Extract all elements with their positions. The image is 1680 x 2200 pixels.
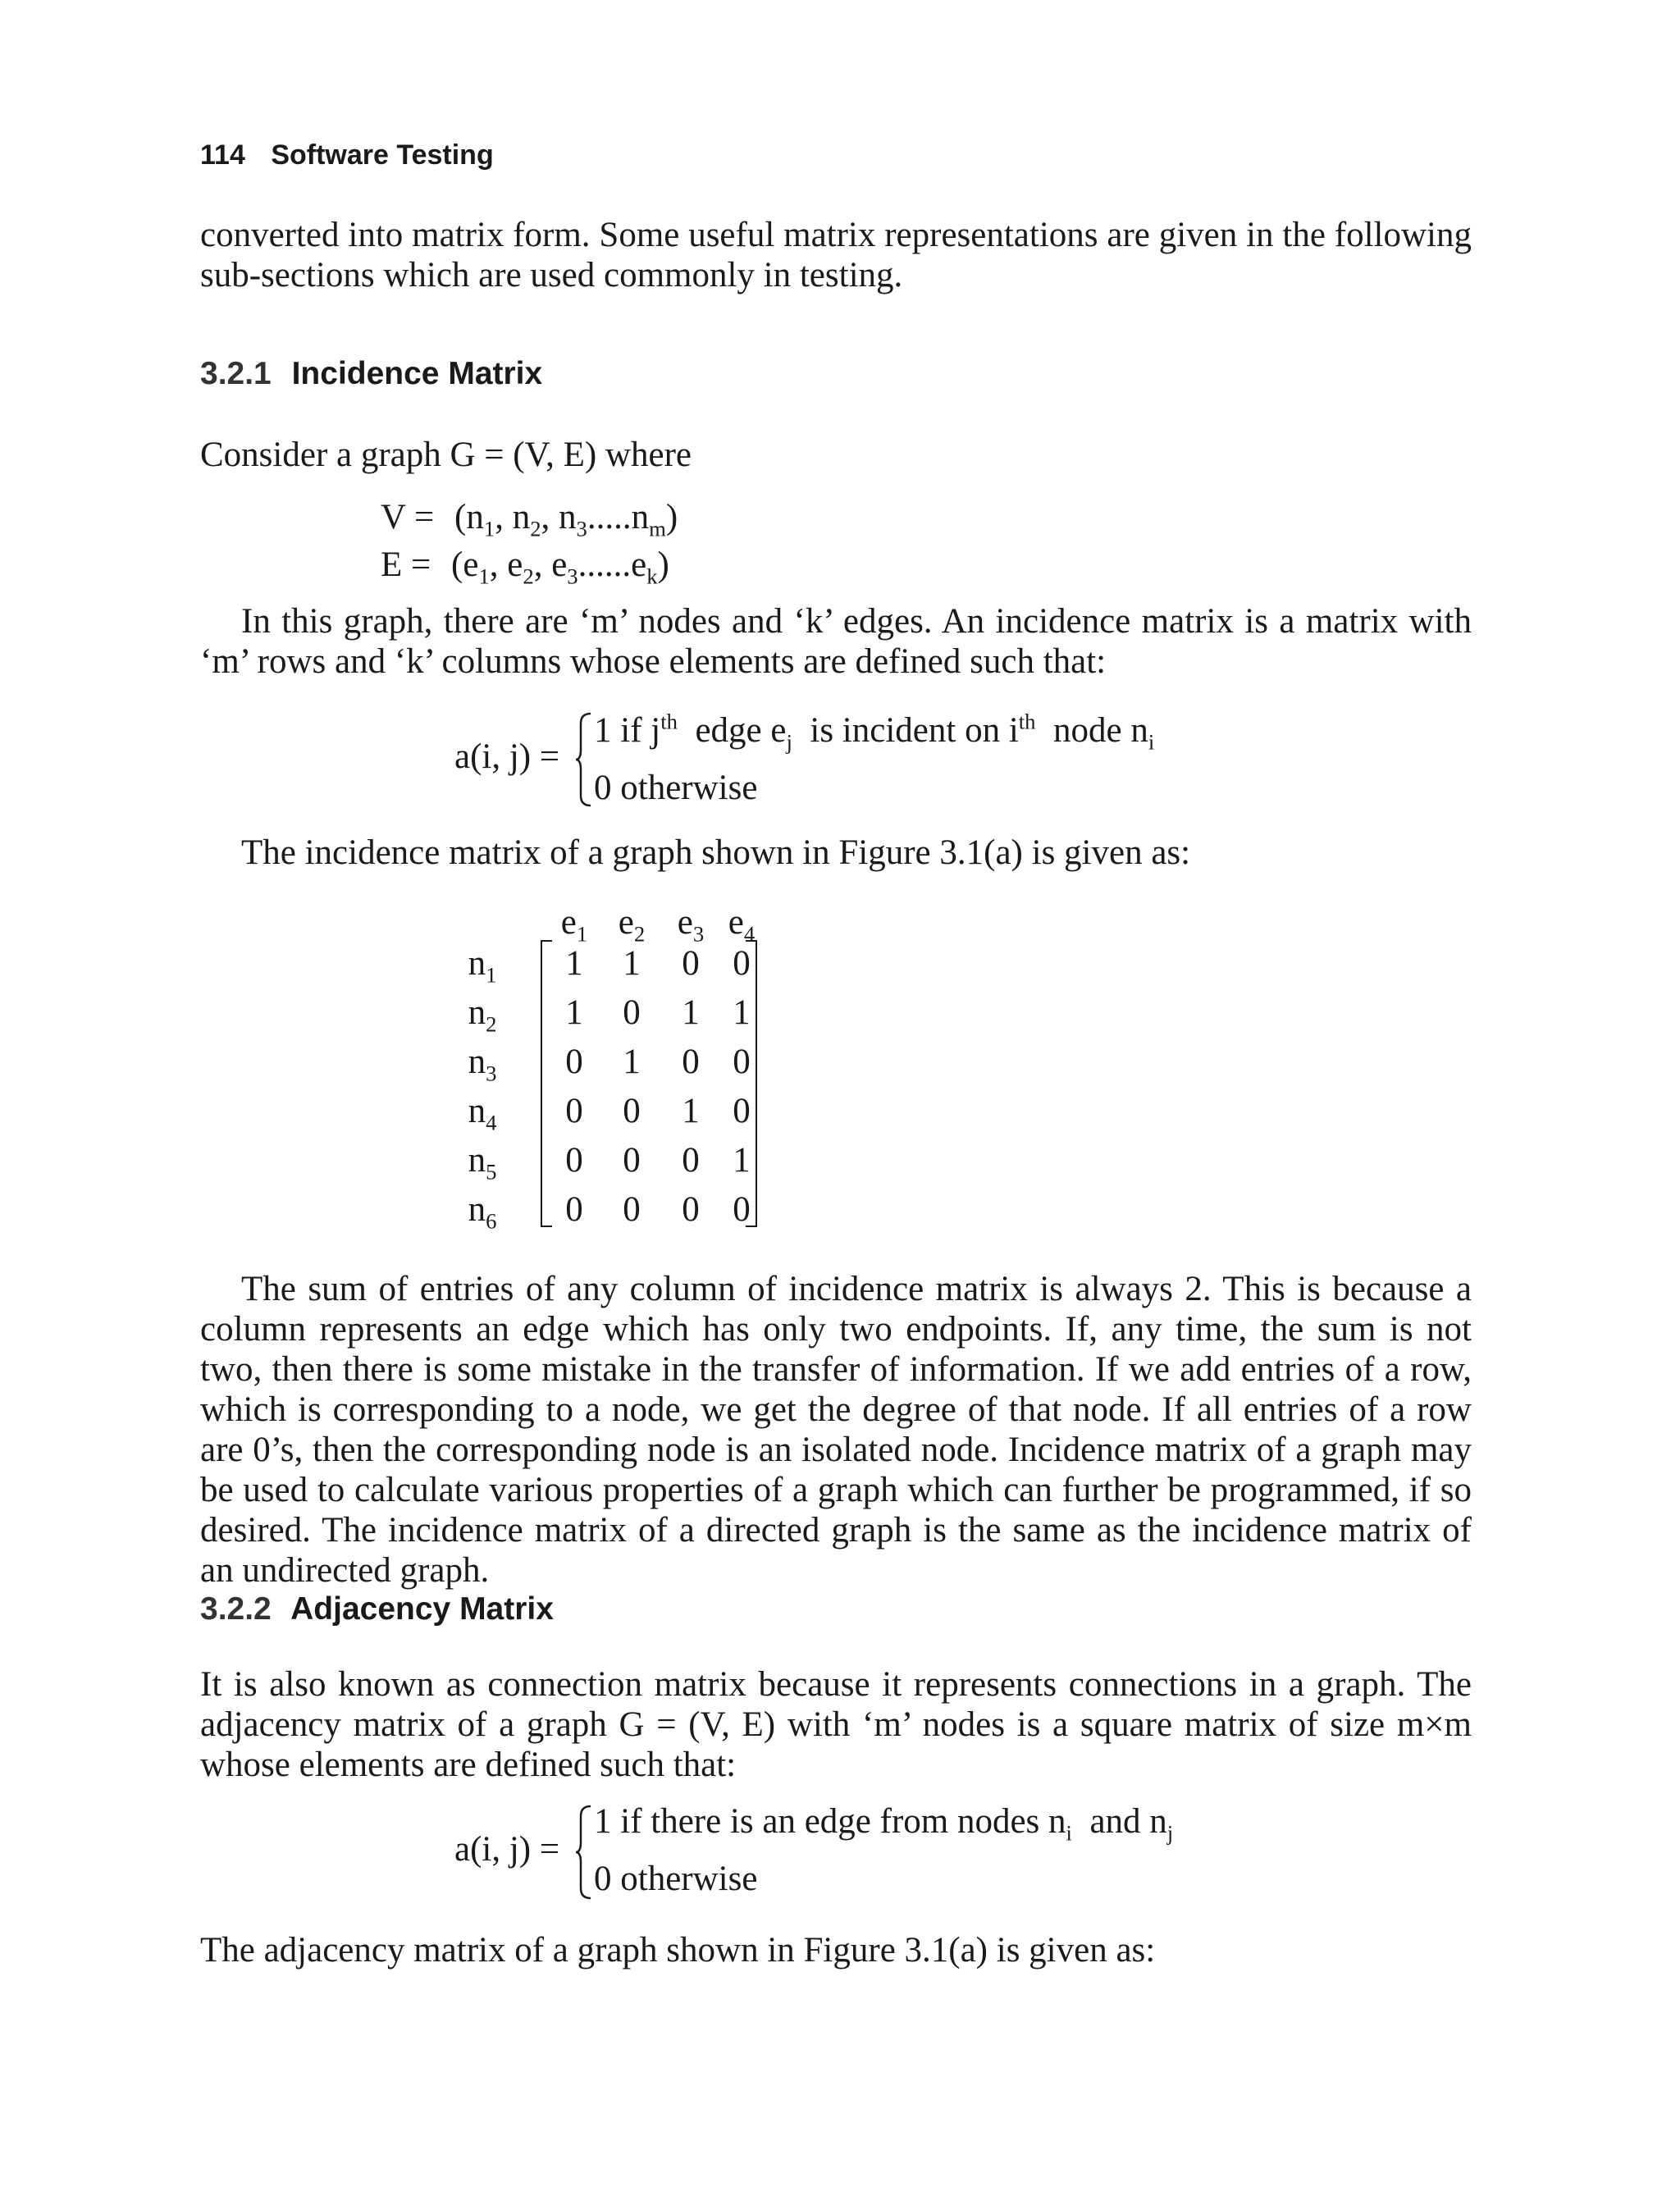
- incidence-case-2: 0 otherwise: [594, 769, 758, 807]
- consider-line: Consider a graph G = (V, E) where: [200, 436, 692, 474]
- incidence-properties-paragraph: The sum of entries of any column of incidence matrix is always 2. This is because a column represents an edge which has only two endpoints. If, any time, the sum is not two, then there is some mistake in the transfer of information. If we add entries of a row, which is corresponding to a node, we get the degree of that node. If all entries of a row are 0’s, then the corresponding node is an isolated node. Incidence matrix of a graph may be used to calculate various properties of a graph which can further be programmed, if so desired. The incidence matrix of a directed graph is the same as the incidence matrix of an undirected graph.: [200, 1270, 1472, 1590]
- matrix-row-label: $n_4$: [468, 1092, 497, 1135]
- vertex-set-definition: [381, 497, 678, 541]
- matrix-row-label: $n_2$: [468, 993, 497, 1037]
- vertex-set-lhs: V =: [381, 498, 435, 536]
- matrix-cell: 0: [733, 944, 751, 983]
- matrix-column-header: $e_3$: [677, 903, 705, 947]
- matrix-cell: 1: [623, 944, 641, 983]
- matrix-cell: 0: [565, 1190, 583, 1229]
- incidence-case-1: 1 if $j^{th}$ edge $e_j$ is incident on $i^{th}$ node $n_i$: [594, 709, 1155, 755]
- matrix-row-label: $n_3$: [468, 1043, 497, 1086]
- incidence-matrix-intro: The incidence matrix of a graph shown in Figure 3.1(a) is given as:: [241, 833, 1191, 872]
- left-brace-icon: [574, 1803, 594, 1901]
- matrix-cell: 0: [682, 1190, 700, 1229]
- matrix-cell: 0: [682, 1141, 700, 1180]
- matrix-cell: 0: [623, 1141, 641, 1180]
- section-number: 3.2.1: [200, 356, 272, 391]
- section-heading-3-2-1: [200, 356, 542, 392]
- intro-paragraph: converted into matrix form. Some useful matrix representations are given in the following sub-sections which are used commonly in testing.: [200, 216, 1472, 294]
- incidence-matrix: [459, 894, 788, 1239]
- page-number: 114: [200, 139, 245, 171]
- adjacency-case-2: 0 otherwise: [594, 1860, 758, 1898]
- running-header: [200, 139, 494, 171]
- matrix-column-header: $e_4$: [728, 903, 756, 947]
- edge-set-rhs: ($e_1$, $e_2$, $e_3......e_k$): [451, 545, 669, 589]
- matrix-cell: 1: [565, 993, 583, 1032]
- matrix-cell: 0: [733, 1190, 751, 1229]
- matrix-column-header: $e_1$: [560, 903, 588, 947]
- adjacency-matrix-intro: The adjacency matrix of a graph shown in Figure 3.1(a) is given as:: [200, 1931, 1156, 1970]
- matrix-cell: 0: [623, 993, 641, 1032]
- section-number: 3.2.2: [200, 1591, 272, 1627]
- matrix-cell: 1: [733, 1141, 751, 1180]
- matrix-cell: 0: [733, 1043, 751, 1081]
- adjacency-definition-paragraph: It is also known as connection matrix because it represents connections in a graph. The adjacency matrix of a graph G = (V, E) with ‘m’ nodes is a square matrix of size m×m whose elements are defined such that:: [200, 1665, 1472, 1784]
- edge-set-lhs: E =: [381, 545, 431, 584]
- matrix-column-header: $e_2$: [618, 903, 646, 947]
- matrix-cell: 0: [733, 1092, 751, 1130]
- left-brace-icon: [574, 710, 594, 809]
- edge-set-definition: [381, 545, 669, 589]
- matrix-cell: 0: [623, 1190, 641, 1229]
- matrix-cell: 0: [682, 944, 700, 983]
- matrix-cell: 0: [565, 1043, 583, 1081]
- matrix-cell: 0: [682, 1043, 700, 1081]
- adjacency-formula-lhs: a(i, j) =: [454, 1830, 560, 1869]
- matrix-row-label: $n_1$: [468, 944, 497, 988]
- matrix-row-label: $n_5$: [468, 1141, 497, 1184]
- matrix-row-label: $n_6$: [468, 1190, 497, 1234]
- section-heading-3-2-2: [200, 1591, 554, 1627]
- matrix-cell: 1: [682, 1092, 700, 1130]
- vertex-set-rhs: ($n_1$, $n_2$, $n_3.....n_m$): [454, 498, 678, 541]
- matrix-left-bracket: [541, 940, 552, 1227]
- book-title: Software Testing: [271, 139, 494, 171]
- matrix-cell: 0: [565, 1141, 583, 1180]
- matrix-cell: 0: [565, 1092, 583, 1130]
- adjacency-case-1: 1 if there is an edge from nodes $n_i$ and $n_j$: [594, 1802, 1174, 1846]
- incidence-definition-paragraph: In this graph, there are ‘m’ nodes and ‘k’ edges. An incidence matrix is a matrix with ‘m’ rows and ‘k’ columns whose elements are defined such that:: [200, 602, 1472, 681]
- matrix-cell: 1: [623, 1043, 641, 1081]
- matrix-cell: 1: [733, 993, 751, 1032]
- matrix-cell: 1: [565, 944, 583, 983]
- section-title: Adjacency Matrix: [290, 1591, 554, 1627]
- section-title: Incidence Matrix: [291, 356, 543, 391]
- matrix-cell: 1: [682, 993, 700, 1032]
- incidence-formula-lhs: a(i, j) =: [454, 737, 560, 776]
- matrix-cell: 0: [623, 1092, 641, 1130]
